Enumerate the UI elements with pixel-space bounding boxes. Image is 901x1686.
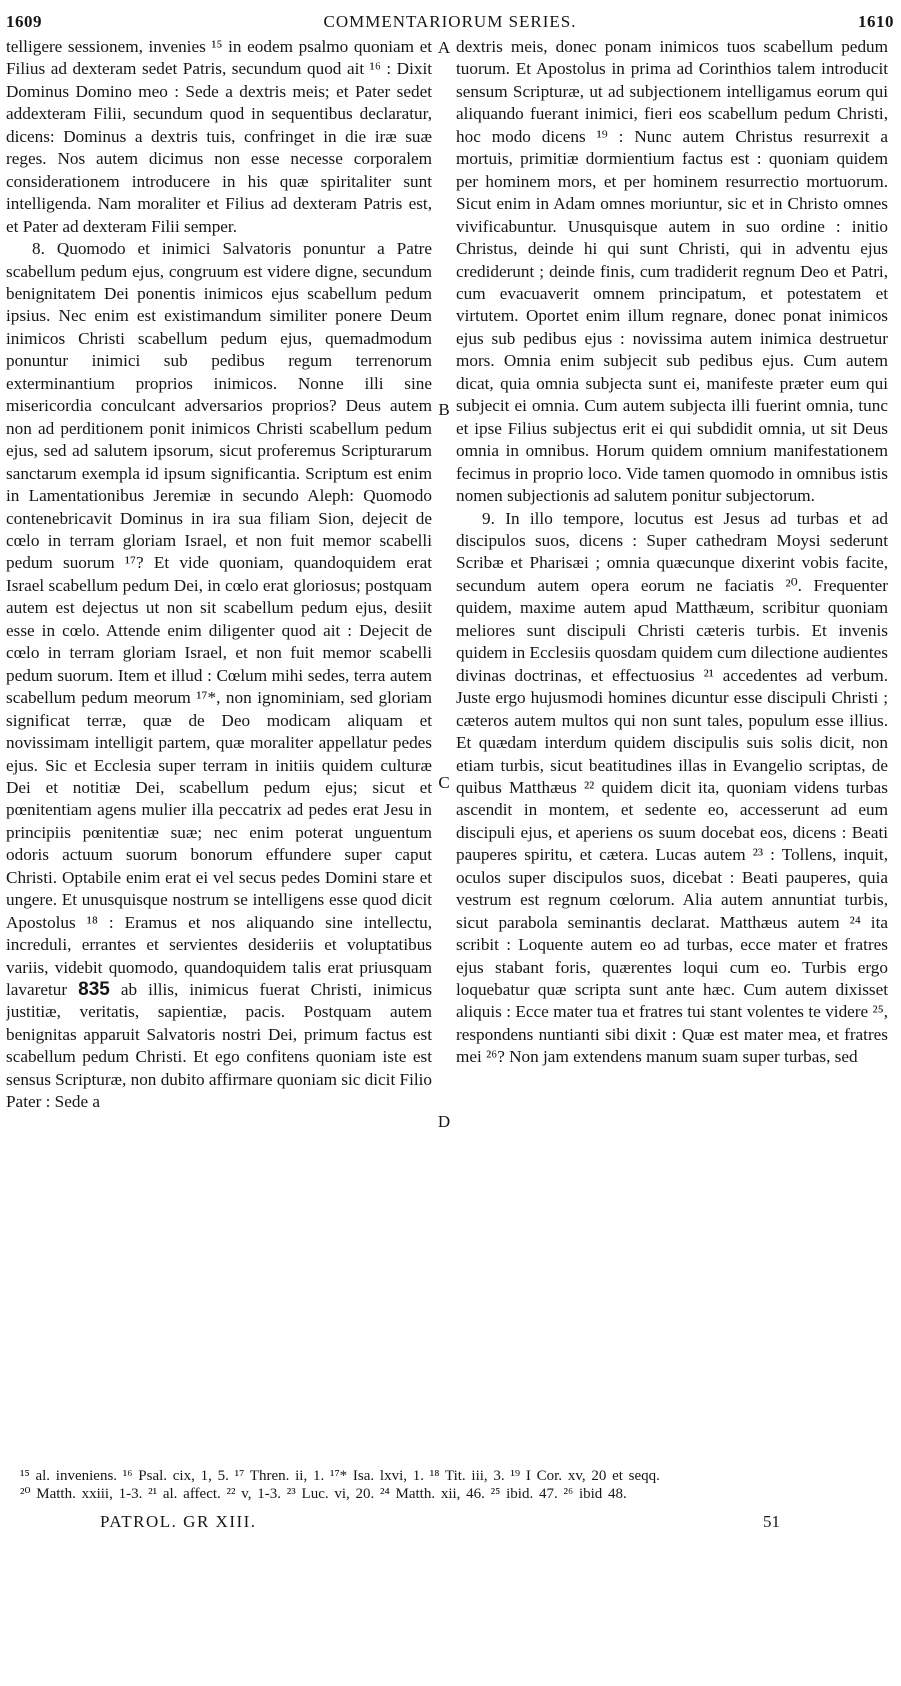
footnotes [20, 1467, 890, 1503]
page-number-left: 1609 [6, 12, 42, 31]
left-paragraph-1: telligere sessionem, invenies ¹⁵ in eodem psalmo quoniam et Filius ad dexteram sedet Patris, secundum quod ait ¹⁶ : Dixit Dominus Domino meo : Sede a dextris meis; et Pater sedet addexteram Filii, secundum quod in sequentibus declaratur, dicens: Dominus a dextris tuis, confringet in die iræ suæ reges. Nos autem dicimus non esse necesse corporalem considerationem introducere in his quæ spiritaliter sunt intelligenda. Nam moraliter et Filius ad dexteram Patris est, et Pater ad dexteram Filii semper. [6, 37, 432, 236]
margin-letter-c: C [438, 773, 450, 792]
page-number-right: 1610 [858, 12, 894, 31]
page-header [6, 12, 894, 38]
footnote-line-2: ²⁰ Matth. xxiii, 1-3. ²¹ al. affect. ²² v, 1-3. ²³ Luc. vi, 20. ²⁴ Matth. xii, 46. ²⁵ ibid. 47. ²⁶ ibid 48. [20, 1486, 627, 1502]
sheet-number: 51 [763, 1512, 780, 1531]
volume-signature: PATROL. GR XIII. [100, 1512, 257, 1531]
running-title: COMMENTARIORUM SERIES. [323, 12, 577, 31]
margin-letter-b: B [438, 400, 450, 419]
left-paragraph-2-text-a: 8. Quomodo et inimici Salvatoris ponuntur a Patre scabellum pedum ejus, congruum est videre digne, secundum benignitatem Dei ponentis inimicos ejus scabellum pedum ipsius. Nec enim est existimandum similiter ponere Deum inimicos Christi scabellum pedum ejus, quemadmodum ponuntur inimici sub pedibus regum terrenorum exterminantium proprios inimicos. Nonne illi sine misericordia conculcant adversarios proprios? Deus autem non ad perditionem ponit inimicos Christi scabellum pedum ejus, sed ad salutem ipsorum, sicut proferemus Scripturarum sanctarum exempla id ipsum significantia. Scriptum est enim in Lamentationibus Jeremiæ in secundo Aleph: Quomodo contenebricavit Dominus in ira sua filiam Sion, dejecit de cœlo in terram gloriam Israel, et non fuit memor scabelli pedum suorum ¹⁷? Et vide quoniam, quandoquidem erat Israel scabellum pedum Dei, in cœlo erat gloriosus; postquam autem est dejectus ut non sit scabellum pedum ejus, desiit esse in cœlo. Attende enim diligenter quod ait : Dejecit de cœlo in terram gloriam Israel, et non fuit memor scabelli pedum suorum. Item et illud : Cœlum mihi sedes, terra autem scabellum pedum meorum ¹⁷*, non ignominiam, sed gloriam significat terræ, quæ de Deo modicam aliquam et novissimam intelligit partem, quæ moraliter appellatur pedes ejus. Sic et Ecclesia super terram in initiis quidem culturæ Dei et notitiæ Dei, scabellum pedum ejus; sicut et pœnitentiam agens mulier illa peccatrix ad pedes erat Jesu in principiis pœnitentiæ suæ; nec enim poterat unguentum odoris actuum suorum bonorum effundere super caput Christi. Optabile enim erat ei vel secus pedes Domini stare et ungere. Et unusquisque nostrum se intelligens esse quod dicit Apostolus ¹⁸ : Eramus et nos aliquando sine intellectu, increduli, errantes et servientes desideriis et voluptatibus variis, videbit quomodo, quandoquidem talis erat priusquam lavaretur [6, 239, 432, 1000]
column-marker-number: 835 [78, 979, 110, 1001]
page-footer [100, 1512, 780, 1536]
margin-letter-a: A [437, 38, 451, 57]
margin-letter-d: D [437, 1112, 451, 1131]
left-paragraph-2-text-b: ab illis, inimicus fuerat Christi, inimicus justitiæ, veritatis, sapientiæ, pacis. Postquam autem benignitas apparuit Salvatoris nostri Dei, primum factus est scabellum pedum Christi. Et ego confitens quoniam iste est sensus Scripturæ, non dubito affirmare quoniam sic dicit Filio Pater : Sede a [6, 980, 432, 1112]
left-paragraph-2 [6, 238, 432, 1114]
left-column [6, 36, 432, 1686]
right-paragraph-1: dextris meis, donec ponam inimicos tuos scabellum pedum tuorum. Et Apostolus in prima ad Corinthios talem introducit sensum Scripturæ, ut ad subjectionem intelligamus eorum qui aliquando fuerant inimici, fieri eos scabellum pedum Christi, hoc modo dicens ¹⁹ : Nunc autem Christus resurrexit a mortuis, primitiæ dormientium factus est : quoniam quidem per hominem mors, et per hominem resurrectio mortuorum. Sicut enim in Adam omnes moriuntur, sic et in Christo omnes vivificabuntur. Unusquisque autem in suo ordine : initio Christus, deinde hi qui sunt Christi, qui in adventu ejus crediderunt ; deinde finis, cum tradiderit regnum Deo et Patri, cum evacuaverit omnem principatum, et potestatem et virtutem. Oportet enim illum regnare, donec ponat inimicos ejus sub pedibus ejus : novissima autem inimica destruetur mors. Omnia enim subjecit sub pedibus ejus. Cum autem dicat, quia omnia subjecta sunt ei, manifeste præter eum qui subjecit ei omnia. Cum autem subjecta illi fuerint omnia, tunc et ipse Filius subjectus erit ei qui subdidit omnia, ut sit Deus omnia in omnibus. Horum quidem omnium manifestationem fecimus in proprio loco. Vide tamen quomodo in omnibus istis nomen subjectionis ad salutem ponitur subjectorum. [456, 37, 888, 506]
right-column [456, 36, 888, 1686]
footnote-line-1: ¹⁵ al. inveniens. ¹⁶ Psal. cix, 1, 5. ¹⁷ Thren. ii, 1. ¹⁷* Isa. lxvi, 1. ¹⁸ Tit. iii, 3. ¹⁹ I Cor. xv, 20 et seqq. [20, 1468, 660, 1484]
right-paragraph-2: 9. In illo tempore, locutus est Jesus ad turbas et ad discipulos suos, dicens : Super cathedram Moysi sederunt Scribæ et Pharisæi ; omnia quæcunque dixerint vobis facite, secundum autem opera eorum ne faciatis ²⁰. Frequenter quidem, maxime autem apud Matthæum, scribitur quoniam meliores sunt discipuli Christi cæteris turbis. Et invenis quidem in Ecclesiis quosdam quidem cum dilectione audientes divinas doctrinas, et effectuosius ²¹ accedentes ad verbum. Juste ergo hujusmodi homines dicuntur esse discipuli Christi ; cæteros autem multos qui non sunt tales, populum esse illius. Et quædam interdum quidem discipulis suis solis dicit, non etiam turbis, sicut beatitudines illas in Evangelio scriptas, de quibus Matthæus ²² quidem dicit ita, quoniam videns turbas ascendit in montem, et sedente eo, accesserunt ad eum discipuli ejus, et aperiens os suum docebat eos, dicens : Beati pauperes spiritu, et cætera. Lucas autem ²³ : Tollens, inquit, oculos super discipulos suos, dicebat : Beati pauperes, quia vestrum est regnum cœlorum. Alia autem annuntiat turbis, sicut parabola seminantis declarat. Matthæus autem ²⁴ ita scribit : Loquente autem eo ad turbas, ecce mater et fratres ejus stabant foris, quærentes loqui cum eo. Turbis ergo loquebatur quæ scripta sunt ante hæc. Cum autem dixisset aliquis : Ecce mater tua et fratres tui stant volentes te videre ²⁵, respondens nuntianti sibi dixit : Quæ est mater mea, et fratres mei ²⁶? Non jam extendens manum suam super turbas, sed [456, 508, 888, 1067]
